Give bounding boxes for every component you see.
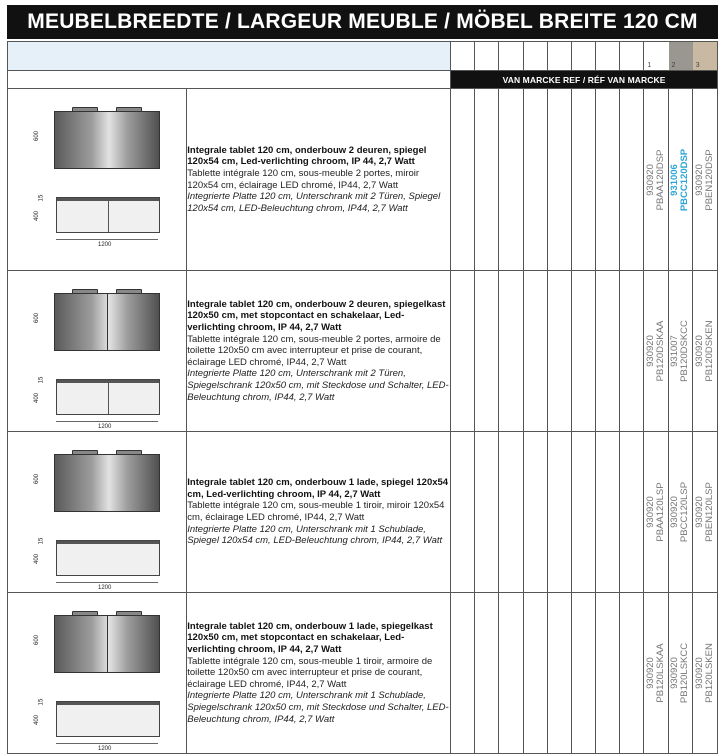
ref-code-cell bbox=[668, 432, 692, 593]
ref-code-cell bbox=[644, 593, 668, 754]
product-drawing bbox=[8, 432, 187, 593]
ref-article: PB120DSKAA bbox=[654, 320, 666, 382]
ref-code bbox=[646, 321, 666, 382]
ref-code-cell bbox=[692, 593, 717, 754]
product-drawing bbox=[8, 89, 187, 271]
ref-number: 931006 bbox=[669, 163, 681, 196]
ref-number: 930920 bbox=[644, 657, 656, 689]
product-description bbox=[187, 89, 451, 271]
swatch-2-label: 2 bbox=[671, 62, 676, 69]
dim-cabinet-height: 400 bbox=[34, 210, 41, 222]
empty-cell bbox=[596, 593, 620, 754]
product-row bbox=[8, 432, 718, 593]
ref-code bbox=[695, 320, 715, 381]
dim-mirror-height: 600 bbox=[34, 634, 41, 646]
product-row bbox=[8, 271, 718, 432]
empty-cell bbox=[620, 89, 644, 271]
empty-cell bbox=[596, 271, 620, 432]
empty-cell bbox=[571, 593, 595, 754]
swatch-2 bbox=[669, 42, 693, 70]
width-dimension-line bbox=[56, 239, 158, 240]
ref-number: 930920 bbox=[693, 335, 705, 367]
ref-code-cell bbox=[644, 432, 668, 593]
empty-cell bbox=[451, 593, 475, 754]
description-fr: Tablette intégrale 120 cm, sous-meuble 1 tiroir, armoire de toilette 120x50 cm avec interrupteur et prise de courant, éclairage LED chromé, IP44, 2,7 Watt bbox=[187, 655, 433, 690]
product-drawing bbox=[8, 271, 187, 432]
description-nl: Integrale tablet 120 cm, onderbouw 2 deuren, spiegel 120x54 cm, Led-verlichting chroom, IP 44, 2,7 Watt bbox=[187, 144, 427, 168]
empty-cell bbox=[596, 89, 620, 271]
one-drawer-cabinet-icon bbox=[56, 540, 160, 576]
empty-cell bbox=[571, 89, 595, 271]
empty-cell bbox=[596, 432, 620, 593]
empty-cell bbox=[475, 271, 499, 432]
description-fr: Tablette intégrale 120 cm, sous-meuble 1 tiroir, miroir 120x54 cm, éclairage LED chromé, IP44, 2,7 Watt bbox=[187, 500, 445, 523]
product-description bbox=[187, 432, 451, 593]
empty-cell bbox=[499, 432, 523, 593]
ref-article: PBAA120LSP bbox=[654, 482, 666, 542]
ref-code-cell bbox=[692, 89, 717, 271]
two-door-cabinet-icon bbox=[56, 379, 160, 415]
empty-cell bbox=[547, 432, 571, 593]
description-fr: Tablette intégrale 120 cm, sous-meuble 2 portes, armoire de toilette 120x50 cm avec interrupteur et prise de courant, éclairage LED chromé, IP44, 2,7 Watt bbox=[187, 333, 441, 368]
dim-width: 1200 bbox=[98, 242, 112, 248]
ref-code-cell bbox=[692, 271, 717, 432]
product-drawing bbox=[8, 593, 187, 754]
empty-cell bbox=[523, 593, 547, 754]
empty-cell bbox=[547, 271, 571, 432]
mirror-cabinet-icon bbox=[54, 615, 160, 673]
product-row bbox=[8, 593, 718, 754]
ref-article: PBAA120DSP bbox=[654, 149, 666, 210]
dim-top-height: 15 bbox=[38, 194, 45, 202]
product-row bbox=[8, 89, 718, 271]
ref-article: PBCC120DSP bbox=[679, 148, 691, 211]
empty-cell bbox=[571, 271, 595, 432]
ref-number: 930920 bbox=[669, 657, 681, 689]
ref-code bbox=[670, 643, 690, 703]
dim-top-height: 15 bbox=[38, 698, 45, 706]
empty-cell bbox=[475, 89, 499, 271]
ref-article: PBEN120DSP bbox=[703, 148, 715, 211]
dim-top-height: 15 bbox=[38, 537, 45, 545]
ref-code bbox=[646, 643, 666, 702]
empty-cell bbox=[571, 432, 595, 593]
ref-number: 930920 bbox=[644, 163, 656, 196]
one-drawer-cabinet-icon bbox=[56, 701, 160, 737]
dim-width: 1200 bbox=[98, 746, 112, 752]
description-nl: Integrale tablet 120 cm, onderbouw 1 lade, spiegel 120x54 cm, Led-verlichting chroom, IP 44, 2,7 Watt bbox=[187, 477, 449, 500]
ref-article: PB120LSKCC bbox=[679, 642, 691, 704]
empty-cell bbox=[620, 593, 644, 754]
empty-cell bbox=[547, 593, 571, 754]
description-nl: Integrale tablet 120 cm, onderbouw 2 deuren, spiegelkast 120x50 cm, met stopcontact en schakelaar, Led-verlichting chroom, IP 44, 2,7 Watt bbox=[187, 298, 446, 334]
ref-article: PB120DSKEN bbox=[703, 320, 715, 382]
ref-code bbox=[695, 149, 715, 210]
mirror-icon bbox=[54, 111, 160, 169]
color-swatches bbox=[644, 42, 718, 71]
ref-code bbox=[695, 643, 715, 703]
empty-cell bbox=[523, 432, 547, 593]
ref-article: PB120DSKCC bbox=[679, 320, 691, 382]
empty-cell bbox=[499, 271, 523, 432]
ref-code-cell bbox=[668, 271, 692, 432]
swatch-3-label: 3 bbox=[695, 62, 700, 69]
empty-cell bbox=[475, 593, 499, 754]
empty-cell bbox=[499, 89, 523, 271]
empty-cell bbox=[451, 89, 475, 271]
ref-article: PBEN120LSP bbox=[703, 482, 715, 542]
width-dimension-line bbox=[56, 582, 158, 583]
ref-code bbox=[695, 482, 715, 542]
page-title: MEUBELBREEDTE / LARGEUR MEUBLE / MÖBEL BREITE 120 CM bbox=[7, 5, 718, 39]
ref-number: 930920 bbox=[644, 335, 656, 367]
ref-code bbox=[646, 149, 666, 210]
ref-header: VAN MARCKE REF / RÉF VAN MARCKE bbox=[451, 71, 718, 89]
ref-code bbox=[646, 482, 666, 541]
ref-code-cell bbox=[692, 432, 717, 593]
dim-width: 1200 bbox=[98, 424, 112, 430]
swatch-3 bbox=[693, 42, 717, 70]
empty-cell bbox=[523, 271, 547, 432]
description-de: Integrierte Platte 120 cm, Unterschrank mit 2 Türen, Spiegel 120x54 cm, LED-Beleuchtung chrom, IP44, 2,7 Watt bbox=[187, 191, 441, 214]
product-description bbox=[187, 593, 451, 754]
ref-code bbox=[670, 148, 690, 210]
width-dimension-line bbox=[56, 421, 158, 422]
mirror-icon bbox=[54, 454, 160, 512]
description-de: Integrierte Platte 120 cm, Unterschrank mit 2 Türen, Spiegelschrank 120x50 cm, mit Steckdose und Schalter, LED-Beleuchtung chrom, IP44, 2,7 Watt bbox=[187, 368, 449, 403]
dim-cabinet-height: 400 bbox=[34, 714, 41, 726]
description-nl: Integrale tablet 120 cm, onderbouw 1 lade, spiegelkast 120x50 cm, met stopcontact en schakelaar, Led-verlichting chroom, IP 44, 2,7 Watt bbox=[187, 620, 433, 656]
ref-article: PB120LSKEN bbox=[703, 643, 715, 703]
description-fr: Tablette intégrale 120 cm, sous-meuble 2 portes, miroir 120x54 cm, éclairage LED chromé, IP44, 2,7 Watt bbox=[187, 167, 420, 191]
ref-code-cell bbox=[644, 89, 668, 271]
empty-cell bbox=[523, 89, 547, 271]
two-door-cabinet-icon bbox=[56, 197, 160, 233]
ref-number: 930920 bbox=[693, 163, 705, 196]
empty-cell bbox=[547, 89, 571, 271]
dim-top-height: 15 bbox=[38, 376, 45, 384]
ref-code-cell bbox=[644, 271, 668, 432]
subheader-blank bbox=[8, 71, 451, 89]
empty-cell bbox=[451, 432, 475, 593]
ref-number: 930920 bbox=[693, 657, 705, 689]
dim-width: 1200 bbox=[98, 585, 112, 591]
ref-number: 930920 bbox=[693, 496, 705, 528]
ref-code-cell bbox=[668, 593, 692, 754]
empty-cell bbox=[499, 593, 523, 754]
description-de: Integrierte Platte 120 cm, Unterschrank mit 1 Schublade, Spiegelschrank 120x50 cm, mit Steckdose und Schalter, LED-Beleuchtung chrom, IP44, 2,7 Watt bbox=[187, 690, 449, 725]
ref-number: 931007 bbox=[669, 335, 681, 367]
ref-number: 930920 bbox=[644, 496, 656, 528]
empty-cell bbox=[451, 271, 475, 432]
swatch-1-label: 1 bbox=[647, 62, 652, 69]
mirror-cabinet-icon bbox=[54, 293, 160, 351]
ref-article: PBCC120LSP bbox=[679, 481, 691, 543]
empty-cell bbox=[620, 432, 644, 593]
ref-code-cell bbox=[668, 89, 692, 271]
empty-cell bbox=[620, 271, 644, 432]
dim-cabinet-height: 400 bbox=[34, 553, 41, 565]
product-description bbox=[187, 271, 451, 432]
dim-cabinet-height: 400 bbox=[34, 392, 41, 404]
empty-cell bbox=[475, 432, 499, 593]
ref-code bbox=[670, 320, 690, 382]
ref-code bbox=[670, 482, 690, 542]
dim-mirror-height: 600 bbox=[34, 473, 41, 485]
product-table bbox=[7, 41, 718, 754]
ref-number: 930920 bbox=[669, 496, 681, 528]
swatch-1 bbox=[644, 42, 668, 70]
description-de: Integrierte Platte 120 cm, Unterschrank mit 1 Schublade, Spiegel 120x54 cm, LED-Beleuchtung chrom, IP44, 2,7 Watt bbox=[187, 523, 443, 547]
ref-article: PB120LSKAA bbox=[654, 643, 666, 703]
header-blank bbox=[8, 42, 451, 71]
width-dimension-line bbox=[56, 743, 158, 744]
dim-mirror-height: 600 bbox=[34, 312, 41, 324]
dim-mirror-height: 600 bbox=[34, 130, 41, 142]
